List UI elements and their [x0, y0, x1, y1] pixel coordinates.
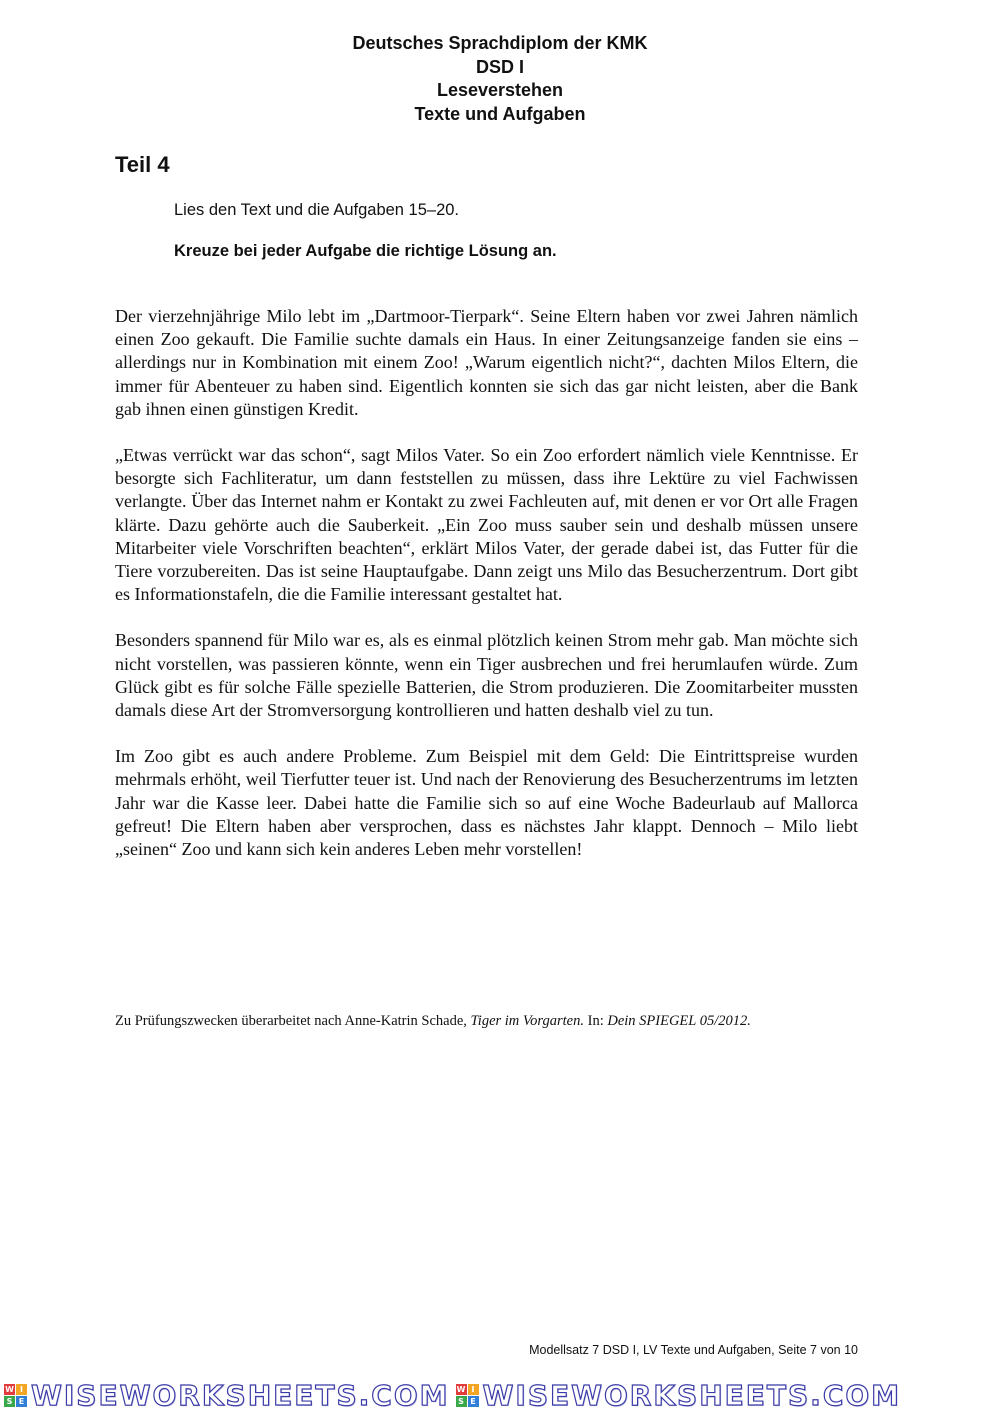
- instruction-task: Kreuze bei jeder Aufgabe die richtige Lösung an.: [174, 242, 557, 260]
- source-article-title: Tiger im Vorgarten.: [470, 1013, 584, 1029]
- source-citation: [115, 1013, 751, 1030]
- header-level: DSD I: [475, 56, 524, 77]
- header-exam-title: Deutsches Sprachdiplom der KMK: [352, 33, 648, 53]
- part-title: Teil 4: [115, 152, 170, 177]
- paragraph: Im Zoo gibt es auch andere Probleme. Zum Beispiel mit dem Geld: Die Eintrittspreise wurden mehrmals erhöht, weil Tierfutter teuer ist. Und nach der Renovierung des Besucherzentrums im letzten Jahr war die Kasse leer. Dabei hatte die Familie sich so auf eine Woche Badeurlaub auf Mallorca gefreut! Die Eltern haben aber versprochen, dass es nächstes Jahr klappt. Dennoch – Milo liebt „seinen“ Zoo und kann sich kein anderes Leben mehr vorstellen!: [115, 746, 858, 860]
- watermark-unit: [456, 1379, 902, 1412]
- instruction-read: Lies den Text und die Aufgaben 15–20.: [174, 201, 460, 219]
- watermark-banner: [0, 1378, 1000, 1413]
- logo-letter: E: [468, 1396, 479, 1407]
- logo-letter: S: [456, 1396, 467, 1407]
- watermark-unit: [4, 1379, 450, 1412]
- paragraph: „Etwas verrückt war das schon“, sagt Milos Vater. So ein Zoo erfordert nämlich viele Kenntnisse. Er besorgte sich Fachliteratur, um dann feststellen zu müssen, dass ihre Lektüre zu viel Fachwissen verlangte. Über das Internet nahm er Kontakt zu zwei Fachleuten auf, mit denen er vor Ort alle Fragen klärte. Dazu gehörte auch die Sauberkeit. „Ein Zoo muss sauber sein und deshalb müssen unsere Mitarbeiter viele Vorschriften beachten“, erklärt Milos Vater, der gerade dabei ist, das Futter für die Tiere vorzubereiten. Das ist seine Hauptaufgabe. Dann zeigt uns Milo das Besucherzentrum. Dort gibt es Informationstafeln, die die Familie interessant gestaltet hat.: [115, 445, 858, 605]
- header-subtitle: Texte und Aufgaben: [414, 103, 586, 124]
- logo-letter: I: [16, 1384, 27, 1395]
- logo-letter: W: [456, 1385, 466, 1394]
- header-section: Leseverstehen: [436, 80, 564, 100]
- watermark-text: WISEWORKSHEETS.COM: [482, 1379, 902, 1412]
- document-header: [0, 32, 1000, 126]
- source-in: In:: [584, 1013, 608, 1029]
- wiseworksheets-logo-icon: [456, 1384, 479, 1407]
- reading-text: [115, 305, 858, 884]
- paragraph: Besonders spannend für Milo war es, als es einmal plötzlich keinen Strom mehr gab. Man möchte sich nicht vorstellen, was passieren könnte, wenn ein Tiger ausbrechen und frei herumlaufen würde. Zum Glück gibt es für solche Fälle spezielle Batterien, die Strom produzieren. Die Zoomitarbeiter mussten damals diese Art der Stromversorgung kontrollieren und hatten deshalb viel zu tun.: [115, 630, 858, 721]
- source-publication: Dein SPIEGEL 05/2012.: [607, 1013, 751, 1029]
- logo-letter: S: [4, 1396, 15, 1407]
- watermark-text: WISEWORKSHEETS.COM: [31, 1379, 450, 1412]
- paragraph: Der vierzehnjährige Milo lebt im „Dartmoor-Tierpark“. Seine Eltern haben vor zwei Jahren nämlich einen Zoo gekauft. Die Familie suchte damals ein Haus. In einer Zeitungsanzeige fanden sie eins – allerdings nur in Kombination mit einem Zoo! „Warum eigentlich nicht?“, dachten Milos Eltern, die immer für Abenteuer zu haben sind. Eigentlich konnten sie sich das gar nicht leisten, aber die Bank gab ihnen einen günstigen Kredit.: [115, 306, 858, 419]
- logo-letter: E: [16, 1396, 27, 1407]
- logo-letter: I: [468, 1384, 479, 1395]
- source-prefix: Zu Prüfungszwecken überarbeitet nach Anne-Katrin Schade,: [115, 1013, 471, 1029]
- logo-letter: W: [5, 1385, 14, 1394]
- wiseworksheets-logo-icon: [4, 1384, 27, 1407]
- page-footer: Modellsatz 7 DSD I, LV Texte und Aufgaben, Seite 7 von 10: [529, 1343, 858, 1357]
